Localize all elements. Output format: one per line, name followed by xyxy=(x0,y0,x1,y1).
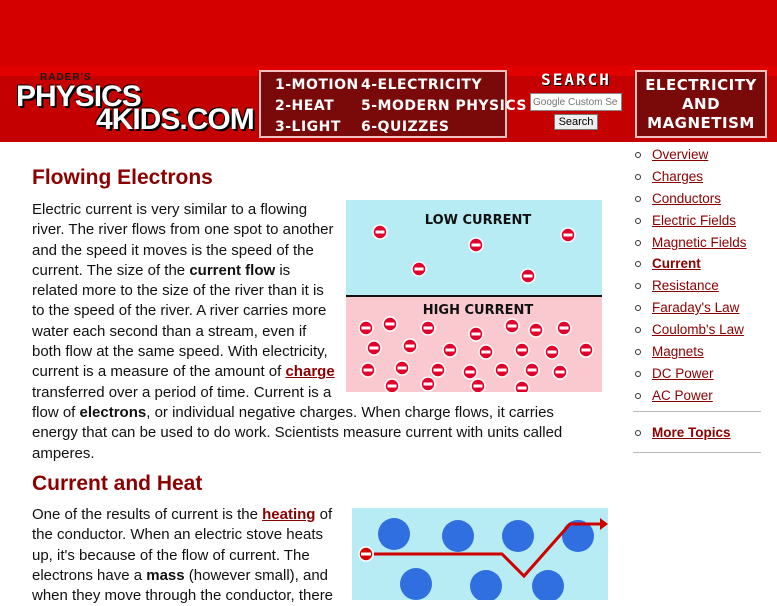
section-badge xyxy=(635,70,767,138)
topic-light[interactable]: 3-LIGHT xyxy=(275,119,341,135)
section-title-current-and-heat: Current and Heat xyxy=(32,472,203,495)
sidebar-item-overview[interactable] xyxy=(630,144,770,166)
minus-sign xyxy=(466,371,475,374)
minus-sign xyxy=(434,369,443,372)
sidebar-item-more-topics[interactable] xyxy=(630,422,770,444)
sidebar-link[interactable]: Charges xyxy=(652,168,704,184)
topics-menu xyxy=(259,70,527,138)
sidebar-link[interactable]: Faraday's Law xyxy=(652,300,740,316)
text-run: is related more to the size of the river than it is to the speed of the river. A river carries more water each second than a stream, even if both flow at the same speed. With electricity, current is a measure of the amount of xyxy=(32,261,328,381)
logo-line2: 4KIDS.COM xyxy=(96,103,254,136)
minus-sign xyxy=(388,385,397,388)
minus-sign xyxy=(364,369,373,372)
blue-circle-icon xyxy=(378,518,410,550)
minus-sign xyxy=(498,369,507,372)
minus-sign xyxy=(386,323,395,326)
blue-circle-icon xyxy=(400,568,432,600)
badge-line3: MAGNETISM xyxy=(647,114,755,132)
sidebar-link[interactable]: AC Power xyxy=(652,387,713,403)
current-diagram-svg xyxy=(346,200,602,392)
sidebar-item-electric-fields[interactable] xyxy=(630,210,770,232)
sidebar-item-conductors[interactable] xyxy=(630,188,770,210)
top-banner xyxy=(0,0,777,66)
topic-electricity[interactable]: 4-ELECTRICITY xyxy=(361,77,483,93)
sidebar-item-magnetic-fields[interactable] xyxy=(630,232,770,254)
text-run: of the conductor. When an electric stove heats up, it's because of the flow of current. The electrons have a xyxy=(32,506,333,584)
sidebar-list xyxy=(630,144,770,407)
bold-current-flow: current flow xyxy=(189,261,276,279)
minus-sign xyxy=(472,244,481,247)
minus-sign xyxy=(508,325,517,328)
topic-modern-physics[interactable]: 5-MODERN PHYSICS xyxy=(361,98,527,114)
minus-sign xyxy=(518,387,527,390)
minus-sign xyxy=(398,367,407,370)
sidebar xyxy=(630,144,770,453)
text-run: transferred over a period of time. Current is a flow of xyxy=(32,383,332,421)
minus-sign xyxy=(474,385,483,388)
sidebar-item-faradays-law[interactable] xyxy=(630,297,770,319)
high-current-label: HIGH CURRENT xyxy=(422,303,534,318)
text-run: , or individual negative charges. When charge flows, it carries energy that can be used to do work. Scientists measure current with units called amperes. xyxy=(32,403,563,462)
minus-sign xyxy=(424,383,433,386)
minus-sign xyxy=(376,231,385,234)
sidebar-link[interactable]: Current xyxy=(652,256,701,272)
low-current-label: LOW CURRENT xyxy=(424,213,532,228)
sidebar-link[interactable]: Overview xyxy=(652,147,709,162)
blue-circle-icon xyxy=(442,520,474,552)
sidebar-item-current[interactable] xyxy=(630,253,770,275)
site-logo[interactable] xyxy=(10,70,255,138)
text-run: (however small), and when they move through the conductor, there xyxy=(32,566,334,605)
minus-sign xyxy=(362,327,371,330)
flowing-electrons-paragraph xyxy=(32,200,602,464)
minus-sign xyxy=(424,327,433,330)
logo-line1: PHYSICS xyxy=(16,80,141,113)
sidebar-item-ac-power[interactable] xyxy=(630,385,770,407)
text-run: Electric current is very similar to a flowing river. The river flows from one spot to another and the speed it moves is the speed of the current. The size of the xyxy=(32,201,334,279)
minus-sign xyxy=(582,349,591,352)
current-diagram xyxy=(346,200,602,392)
sidebar-item-resistance[interactable] xyxy=(630,275,770,297)
heating-link[interactable]: heating xyxy=(262,506,316,523)
current-heat-paragraph xyxy=(32,505,342,606)
bold-electrons: electrons xyxy=(79,403,147,421)
minus-sign xyxy=(556,371,565,374)
blue-circle-icon xyxy=(502,520,534,552)
search-input[interactable] xyxy=(530,93,622,111)
search-area xyxy=(522,70,630,138)
minus-sign xyxy=(406,345,415,348)
bold-mass: mass xyxy=(146,566,185,584)
sidebar-link[interactable]: Magnets xyxy=(652,344,704,360)
minus-sign xyxy=(361,553,371,556)
sidebar-link[interactable]: Coulomb's Law xyxy=(652,322,744,338)
sidebar-link[interactable]: Resistance xyxy=(652,278,719,294)
minus-sign xyxy=(548,351,557,354)
sidebar-bottom-rule xyxy=(633,452,761,453)
minus-sign xyxy=(528,369,537,372)
minus-sign xyxy=(370,347,379,350)
heat-diagram xyxy=(352,508,608,600)
badge-line1: ELECTRICITY xyxy=(645,76,757,94)
minus-sign xyxy=(472,333,481,336)
sidebar-link[interactable]: Conductors xyxy=(652,190,722,206)
minus-sign xyxy=(532,329,541,332)
topic-motion[interactable]: 1-MOTION xyxy=(275,77,359,93)
sidebar-more-list xyxy=(630,422,770,444)
search-title: SEARCH xyxy=(541,70,611,89)
minus-sign xyxy=(564,234,573,237)
sidebar-link[interactable]: DC Power xyxy=(652,365,714,381)
sidebar-item-dc-power[interactable] xyxy=(630,363,770,385)
minus-sign xyxy=(560,327,569,330)
topic-heat[interactable]: 2-HEAT xyxy=(275,98,335,114)
heat-diagram-svg xyxy=(352,508,608,600)
minus-sign xyxy=(524,275,533,278)
sidebar-item-charges[interactable] xyxy=(630,166,770,188)
text-run: One of the results of current is the xyxy=(32,506,263,523)
section-title-flowing-electrons: Flowing Electrons xyxy=(32,166,213,189)
sidebar-link[interactable]: Electric Fields xyxy=(652,212,737,228)
sidebar-link[interactable]: Magnetic Fields xyxy=(652,234,747,250)
search-button[interactable]: Search xyxy=(554,114,599,130)
minus-sign xyxy=(518,349,527,352)
badge-line2: AND xyxy=(681,95,721,113)
logo-small-text: RADER'S xyxy=(40,72,92,83)
sidebar-item-magnets[interactable] xyxy=(630,341,770,363)
minus-sign xyxy=(415,268,424,271)
minus-sign xyxy=(482,351,491,354)
topic-quizzes[interactable]: 6-QUIZZES xyxy=(361,119,450,135)
sidebar-item-coulombs-law[interactable] xyxy=(630,319,770,341)
more-topics-link[interactable]: More Topics xyxy=(652,424,731,440)
minus-sign xyxy=(446,349,455,352)
charge-link[interactable]: charge xyxy=(285,363,335,381)
sidebar-divider xyxy=(633,411,761,412)
